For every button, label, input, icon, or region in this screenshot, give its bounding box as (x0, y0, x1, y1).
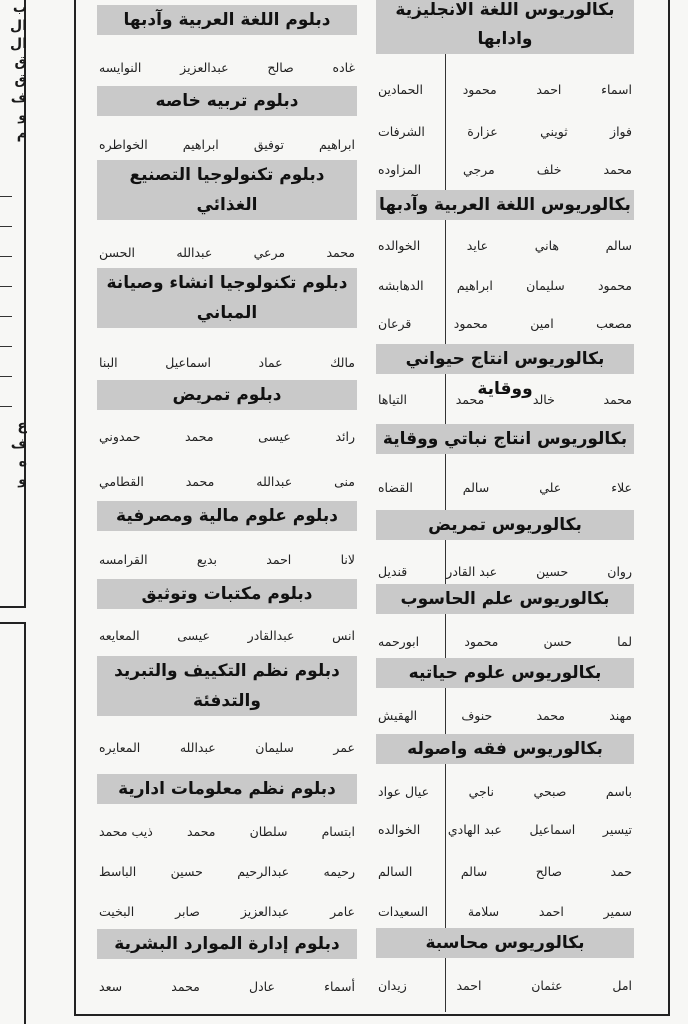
clipped-text-fragment: ف (10, 436, 27, 452)
graduate-name-row (376, 118, 634, 144)
name-part: عامر (330, 903, 355, 919)
name-part: سليمان (255, 739, 294, 755)
name-part: المزاوده (378, 161, 422, 177)
name-part: عثمان (531, 977, 563, 993)
name-part: الحسن (99, 244, 136, 260)
program-heading: دبلوم تكنولوجيا التصنيع الغذائي (97, 160, 357, 220)
name-part: الحمادين (378, 81, 423, 97)
program-heading: دبلوم مكتبات وتوثيق (97, 579, 357, 609)
name-part: رائد (335, 428, 355, 444)
name-part: عيسى (258, 428, 291, 444)
graduate-name-row (97, 858, 357, 884)
clipped-text-fragment: ف (10, 90, 27, 106)
clipped-table-rule (0, 196, 12, 197)
name-part: علي (539, 479, 562, 495)
name-part: قرعان (378, 315, 412, 331)
graduate-name-row (376, 972, 634, 998)
graduate-name-row (376, 76, 634, 102)
name-part: عبدالعزيز (240, 903, 290, 919)
name-part: القضاه (378, 479, 413, 495)
name-part: علاء (611, 479, 632, 495)
program-heading: دبلوم تمريض (97, 380, 357, 410)
name-part: اسماء (601, 81, 632, 97)
graduate-name-row (376, 272, 634, 298)
name-part: ابورحمه (378, 633, 420, 649)
name-part: السالم (378, 863, 413, 879)
name-part: مهند (609, 707, 632, 723)
clipped-table-rule (0, 346, 12, 347)
name-part: اسماعيل (529, 821, 576, 837)
name-part: سلامة (467, 903, 500, 919)
name-part: سالم (605, 237, 632, 253)
name-part: فواز (610, 123, 632, 139)
name-part: الشرفات (378, 123, 425, 139)
graduate-name-row (97, 818, 357, 844)
program-heading: دبلوم علوم مالية ومصرفية (97, 501, 357, 531)
name-part: محمد (603, 161, 632, 177)
name-part: محمد (185, 428, 214, 444)
name-part: هاني (534, 237, 559, 253)
program-heading: بكالوريوس محاسبة (376, 928, 634, 958)
program-heading: بكالوريوس اللغة الانجليزية وادابها (376, 0, 634, 54)
name-part: احمد (266, 551, 292, 567)
program-heading: دبلوم نظم معلومات ادارية (97, 774, 357, 804)
name-part: عبدالرحيم (237, 863, 290, 879)
name-part: سليمان (526, 277, 565, 293)
graduate-name-row (97, 734, 357, 760)
name-part: صالح (535, 863, 563, 879)
program-heading: بكالوريوس اللغة العربية وآدبها (376, 190, 634, 220)
name-part: امل (612, 977, 632, 993)
name-part: محمود (462, 81, 497, 97)
program-heading: دبلوم نظم التكييف والتبريد والتدفئة (97, 656, 357, 716)
clipped-text-fragment: ال (10, 18, 27, 34)
name-part: عيال عواد (378, 783, 430, 799)
graduate-name-row (376, 386, 634, 412)
name-part: عبد القادر (446, 563, 498, 579)
name-part: خلف (536, 161, 562, 177)
name-part: حسين (536, 563, 569, 579)
program-heading: دبلوم تكنولوجيا انشاء وصيانة المباني (97, 268, 357, 328)
name-part: سمير (603, 903, 632, 919)
name-part: ابتسام (321, 823, 355, 839)
name-part: حمدوني (99, 428, 141, 444)
name-part: عادل (249, 978, 275, 994)
graduate-name-row (376, 310, 634, 336)
name-part: ابراهيم (456, 277, 493, 293)
program-heading: بكالوريوس علوم حياتيه (376, 658, 634, 688)
name-part: تيسير (602, 821, 632, 837)
program-heading: دبلوم إدارة الموارد البشرية (97, 929, 357, 959)
name-part: مصعب (596, 315, 632, 331)
graduate-name-row (376, 858, 634, 884)
name-part: محمد (171, 978, 200, 994)
name-part: حسين (170, 863, 203, 879)
graduate-name-row (376, 816, 634, 842)
name-part: رحيمه (323, 863, 355, 879)
name-part: الخوالده (378, 821, 421, 837)
graduate-name-row (97, 468, 357, 494)
graduate-name-row (376, 898, 634, 924)
name-part: محمود (453, 315, 488, 331)
clipped-text-fragment: ب (12, 0, 27, 16)
name-part: صالح (267, 59, 294, 75)
graduate-name-row (97, 973, 357, 999)
name-part: أسماء (324, 978, 355, 994)
name-part: حنوف (461, 707, 493, 723)
name-part: صبحي (533, 783, 567, 799)
name-part: محمد (455, 391, 485, 407)
clipped-text-fragment: ق (14, 54, 27, 70)
name-part: عبدالله (176, 244, 213, 260)
program-heading: دبلوم اللغة العربية وآدبها (97, 5, 357, 35)
name-part: صابر (175, 903, 200, 919)
graduate-name-row (97, 546, 357, 572)
name-part: المعايره (99, 739, 141, 755)
program-heading: بكالوريوس علم الحاسوب (376, 584, 634, 614)
program-heading: دبلوم تربيه خاصه (97, 86, 357, 116)
name-part: الخوالده (378, 237, 421, 253)
name-part: عبدالعزيز (180, 59, 229, 75)
clipped-text-fragment: ع (17, 418, 27, 434)
name-part: محمد (185, 473, 215, 489)
name-part: البنا (99, 354, 118, 370)
program-heading: بكالوريوس تمريض (376, 510, 634, 540)
clipped-table-rule (0, 256, 12, 257)
name-part: عبدالله (179, 739, 216, 755)
name-part: حسن (543, 633, 572, 649)
name-part: الباسط (99, 863, 137, 879)
name-part: ناجي (468, 783, 495, 799)
name-part: البخيت (99, 903, 135, 919)
name-part: محمد (326, 244, 355, 260)
name-part: سالم (460, 863, 488, 879)
name-part: سعد (99, 978, 123, 994)
name-part: غاده (332, 59, 355, 75)
program-heading: بكالوريوس فقه واصوله (376, 734, 634, 764)
name-part: بديع (196, 551, 218, 567)
graduate-name-row (376, 778, 634, 804)
name-part: احمد (456, 977, 482, 993)
name-part: عبدالقادر (247, 627, 295, 643)
graduate-name-row (376, 156, 634, 182)
name-part: عماد (258, 354, 283, 370)
name-part: انس (332, 627, 355, 643)
clipped-text-fragment: ق (14, 72, 27, 88)
graduate-name-row (97, 898, 357, 924)
name-part: خالد (532, 391, 555, 407)
name-part: عايد (466, 237, 489, 253)
graduate-name-row (376, 702, 634, 728)
name-part: سالم (462, 479, 490, 495)
graduate-name-row (97, 349, 357, 375)
clipped-text-fragment: ه (18, 454, 27, 470)
program-heading: بكالوريوس انتاج حيواني ووقاية (376, 344, 634, 374)
name-part: توفيق (253, 136, 284, 152)
name-part: محمد (536, 707, 565, 723)
name-part: احمد (536, 81, 562, 97)
name-part: المعايعه (99, 627, 140, 643)
clipped-table-rule (0, 226, 12, 227)
name-part: لما (617, 633, 632, 649)
name-part: اسماعيل (165, 354, 211, 370)
name-part: لانا (340, 551, 355, 567)
name-part: محمد (186, 823, 216, 839)
graduate-name-row (97, 423, 357, 449)
graduate-name-row (97, 239, 357, 265)
name-part: زيدان (378, 977, 407, 993)
name-part: التياها (378, 391, 408, 407)
name-part: الدهابشه (378, 277, 424, 293)
name-part: مالك (330, 354, 355, 370)
name-part: عمر (333, 739, 355, 755)
graduate-name-row (376, 558, 634, 584)
clipped-text-fragment: و (18, 472, 27, 488)
name-part: عبد الهادي (447, 821, 502, 837)
name-part: امين (530, 315, 554, 331)
graduate-name-row (376, 474, 634, 500)
graduate-name-row (97, 54, 357, 80)
name-part: القرامسه (99, 551, 148, 567)
name-part: عبدالله (256, 473, 293, 489)
name-part: محمود (464, 633, 499, 649)
clipped-table-rule (0, 316, 12, 317)
name-part: ابراهيم (182, 136, 219, 152)
clipped-table-rule (0, 286, 12, 287)
name-part: محمد (603, 391, 632, 407)
name-part: روان (607, 563, 632, 579)
name-part: القطامي (99, 473, 144, 489)
name-part: قنديل (378, 563, 408, 579)
name-part: مرجي (463, 161, 495, 177)
clipped-text-fragment: ال (10, 36, 27, 52)
name-part: ابراهيم (318, 136, 355, 152)
name-part: السعيدات (378, 903, 429, 919)
graduate-name-row (376, 232, 634, 258)
graduate-name-row (97, 131, 357, 157)
name-part: ذيب محمد (99, 823, 153, 839)
name-part: النوايسه (99, 59, 142, 75)
name-part: حمد (610, 863, 632, 879)
clipped-text-fragment: م (16, 126, 27, 142)
name-part: منى (334, 473, 355, 489)
name-part: الهقيش (378, 707, 418, 723)
name-part: عزارة (467, 123, 498, 139)
name-part: احمد (538, 903, 564, 919)
name-part: الخواطره (99, 136, 148, 152)
clipped-table-rule (0, 376, 12, 377)
graduate-name-row (376, 628, 634, 654)
name-part: محمود (597, 277, 632, 293)
program-heading: بكالوريوس انتاج نباتي ووقاية (376, 424, 634, 454)
name-part: باسم (605, 783, 632, 799)
name-part: عيسى (177, 627, 211, 643)
graduate-name-row (97, 622, 357, 648)
clipped-table-rule (0, 406, 12, 407)
name-part: مرعي (253, 244, 286, 260)
adjacent-article-frame-bottom (0, 622, 26, 1024)
name-part: ثويني (540, 123, 568, 139)
clipped-text-fragment: و (18, 108, 27, 124)
adjacent-article-clipped (0, 0, 30, 1024)
name-part: سلطان (249, 823, 288, 839)
